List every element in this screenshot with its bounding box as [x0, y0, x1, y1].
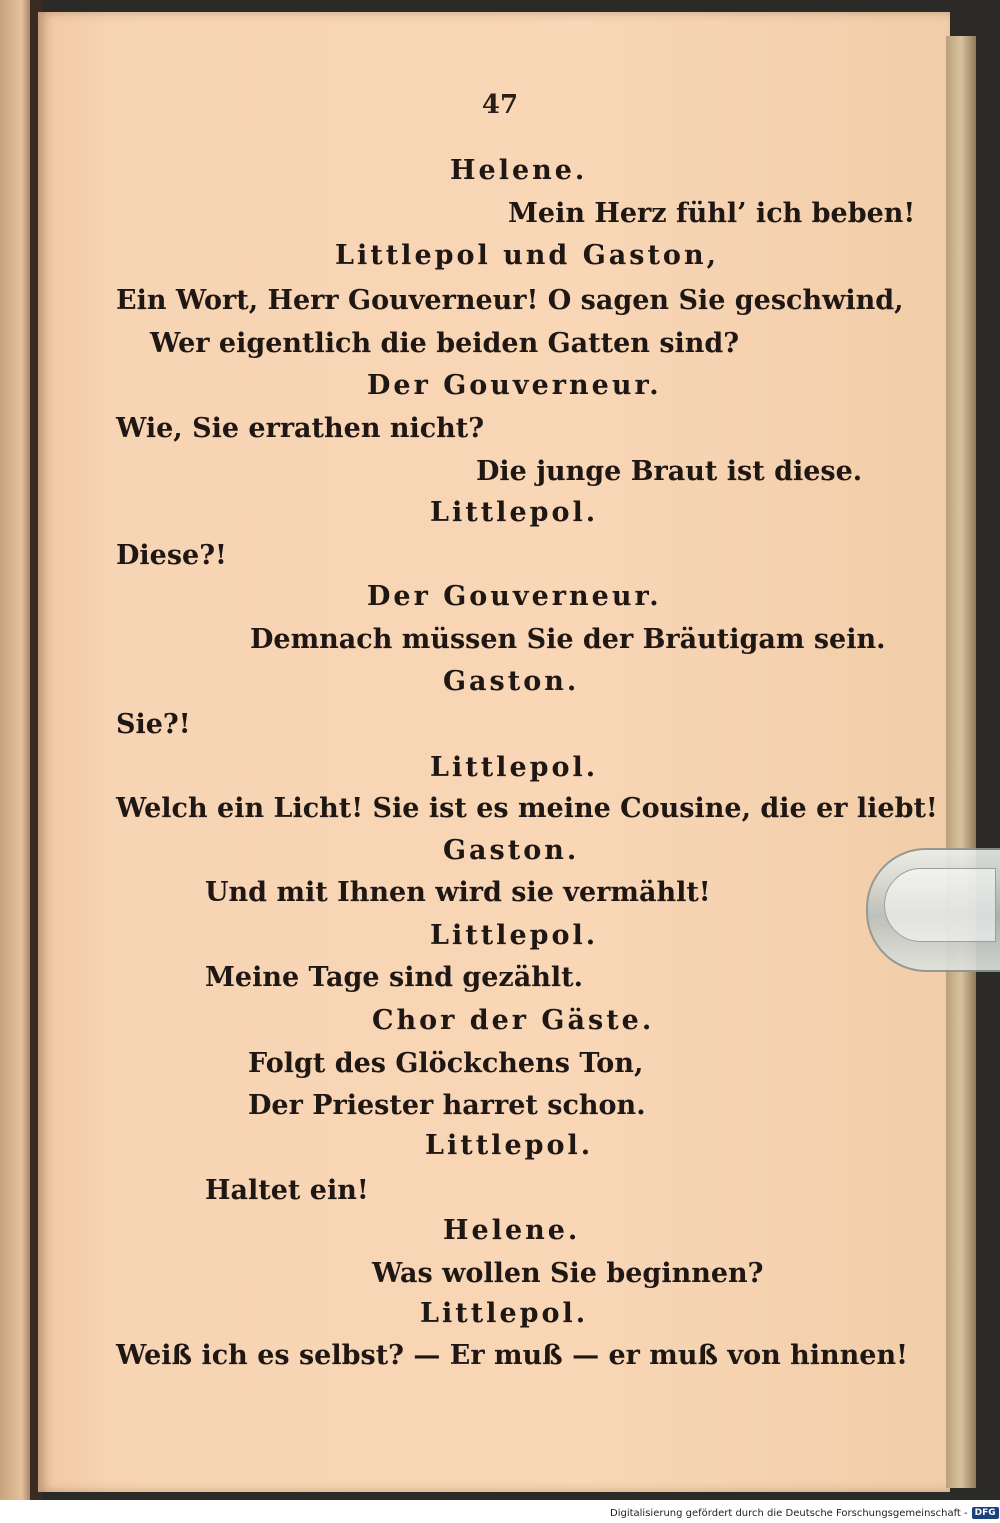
text-line: Der Priester harret schon.: [248, 1090, 646, 1121]
speaker-heading: Der Gouverneur.: [367, 370, 662, 401]
text-line: Meine Tage sind gezählt.: [205, 962, 583, 993]
text-line: Wer eigentlich die beiden Gatten sind?: [150, 328, 740, 359]
text-line: Was wollen Sie beginnen?: [372, 1258, 764, 1289]
dfg-logo: DFG: [972, 1507, 999, 1519]
footer-credit: Digitalisierung gefördert durch die Deutsche Forschungsgemeinschaft -: [610, 1507, 968, 1519]
speaker-heading: Littlepol.: [420, 1298, 589, 1329]
text-line: Demnach müssen Sie der Bräutigam sein.: [250, 624, 886, 655]
speaker-heading: Chor der Gäste.: [372, 1005, 655, 1036]
speaker-heading: Helene.: [450, 155, 588, 186]
digitization-footer: [610, 1503, 1000, 1523]
text-line: Folgt des Glöckchens Ton,: [248, 1048, 644, 1079]
speaker-heading: Littlepol und Gaston,: [335, 240, 719, 271]
text-line: Ein Wort, Herr Gouverneur! O sagen Sie geschwind,: [116, 285, 904, 316]
text-line: Sie?!: [116, 709, 191, 740]
page-clip-highlight: [884, 868, 996, 942]
speaker-heading: Littlepol.: [430, 920, 599, 951]
text-line: Mein Herz fühl’ ich beben!: [508, 198, 916, 229]
text-line: Welch ein Licht! Sie ist es meine Cousine, die er liebt!: [116, 793, 938, 824]
text-line: Die junge Braut ist diese.: [476, 456, 863, 487]
page-number: 47: [481, 90, 519, 120]
speaker-heading: Helene.: [443, 1215, 581, 1246]
text-line: Diese?!: [116, 540, 227, 571]
speaker-heading: Gaston.: [443, 666, 580, 697]
speaker-heading: Littlepol.: [425, 1130, 594, 1161]
speaker-heading: Littlepol.: [430, 497, 599, 528]
text-line: Wie, Sie errathen nicht?: [116, 413, 485, 444]
text-line: Haltet ein!: [205, 1175, 369, 1206]
speaker-heading: Der Gouverneur.: [367, 581, 662, 612]
text-line: Und mit Ihnen wird sie vermählt!: [205, 877, 711, 908]
speaker-heading: Gaston.: [443, 835, 580, 866]
speaker-heading: Littlepol.: [430, 752, 599, 783]
text-line: Weiß ich es selbst? — Er muß — er muß von hinnen!: [116, 1340, 908, 1371]
page-stack-edge: [946, 36, 976, 1488]
